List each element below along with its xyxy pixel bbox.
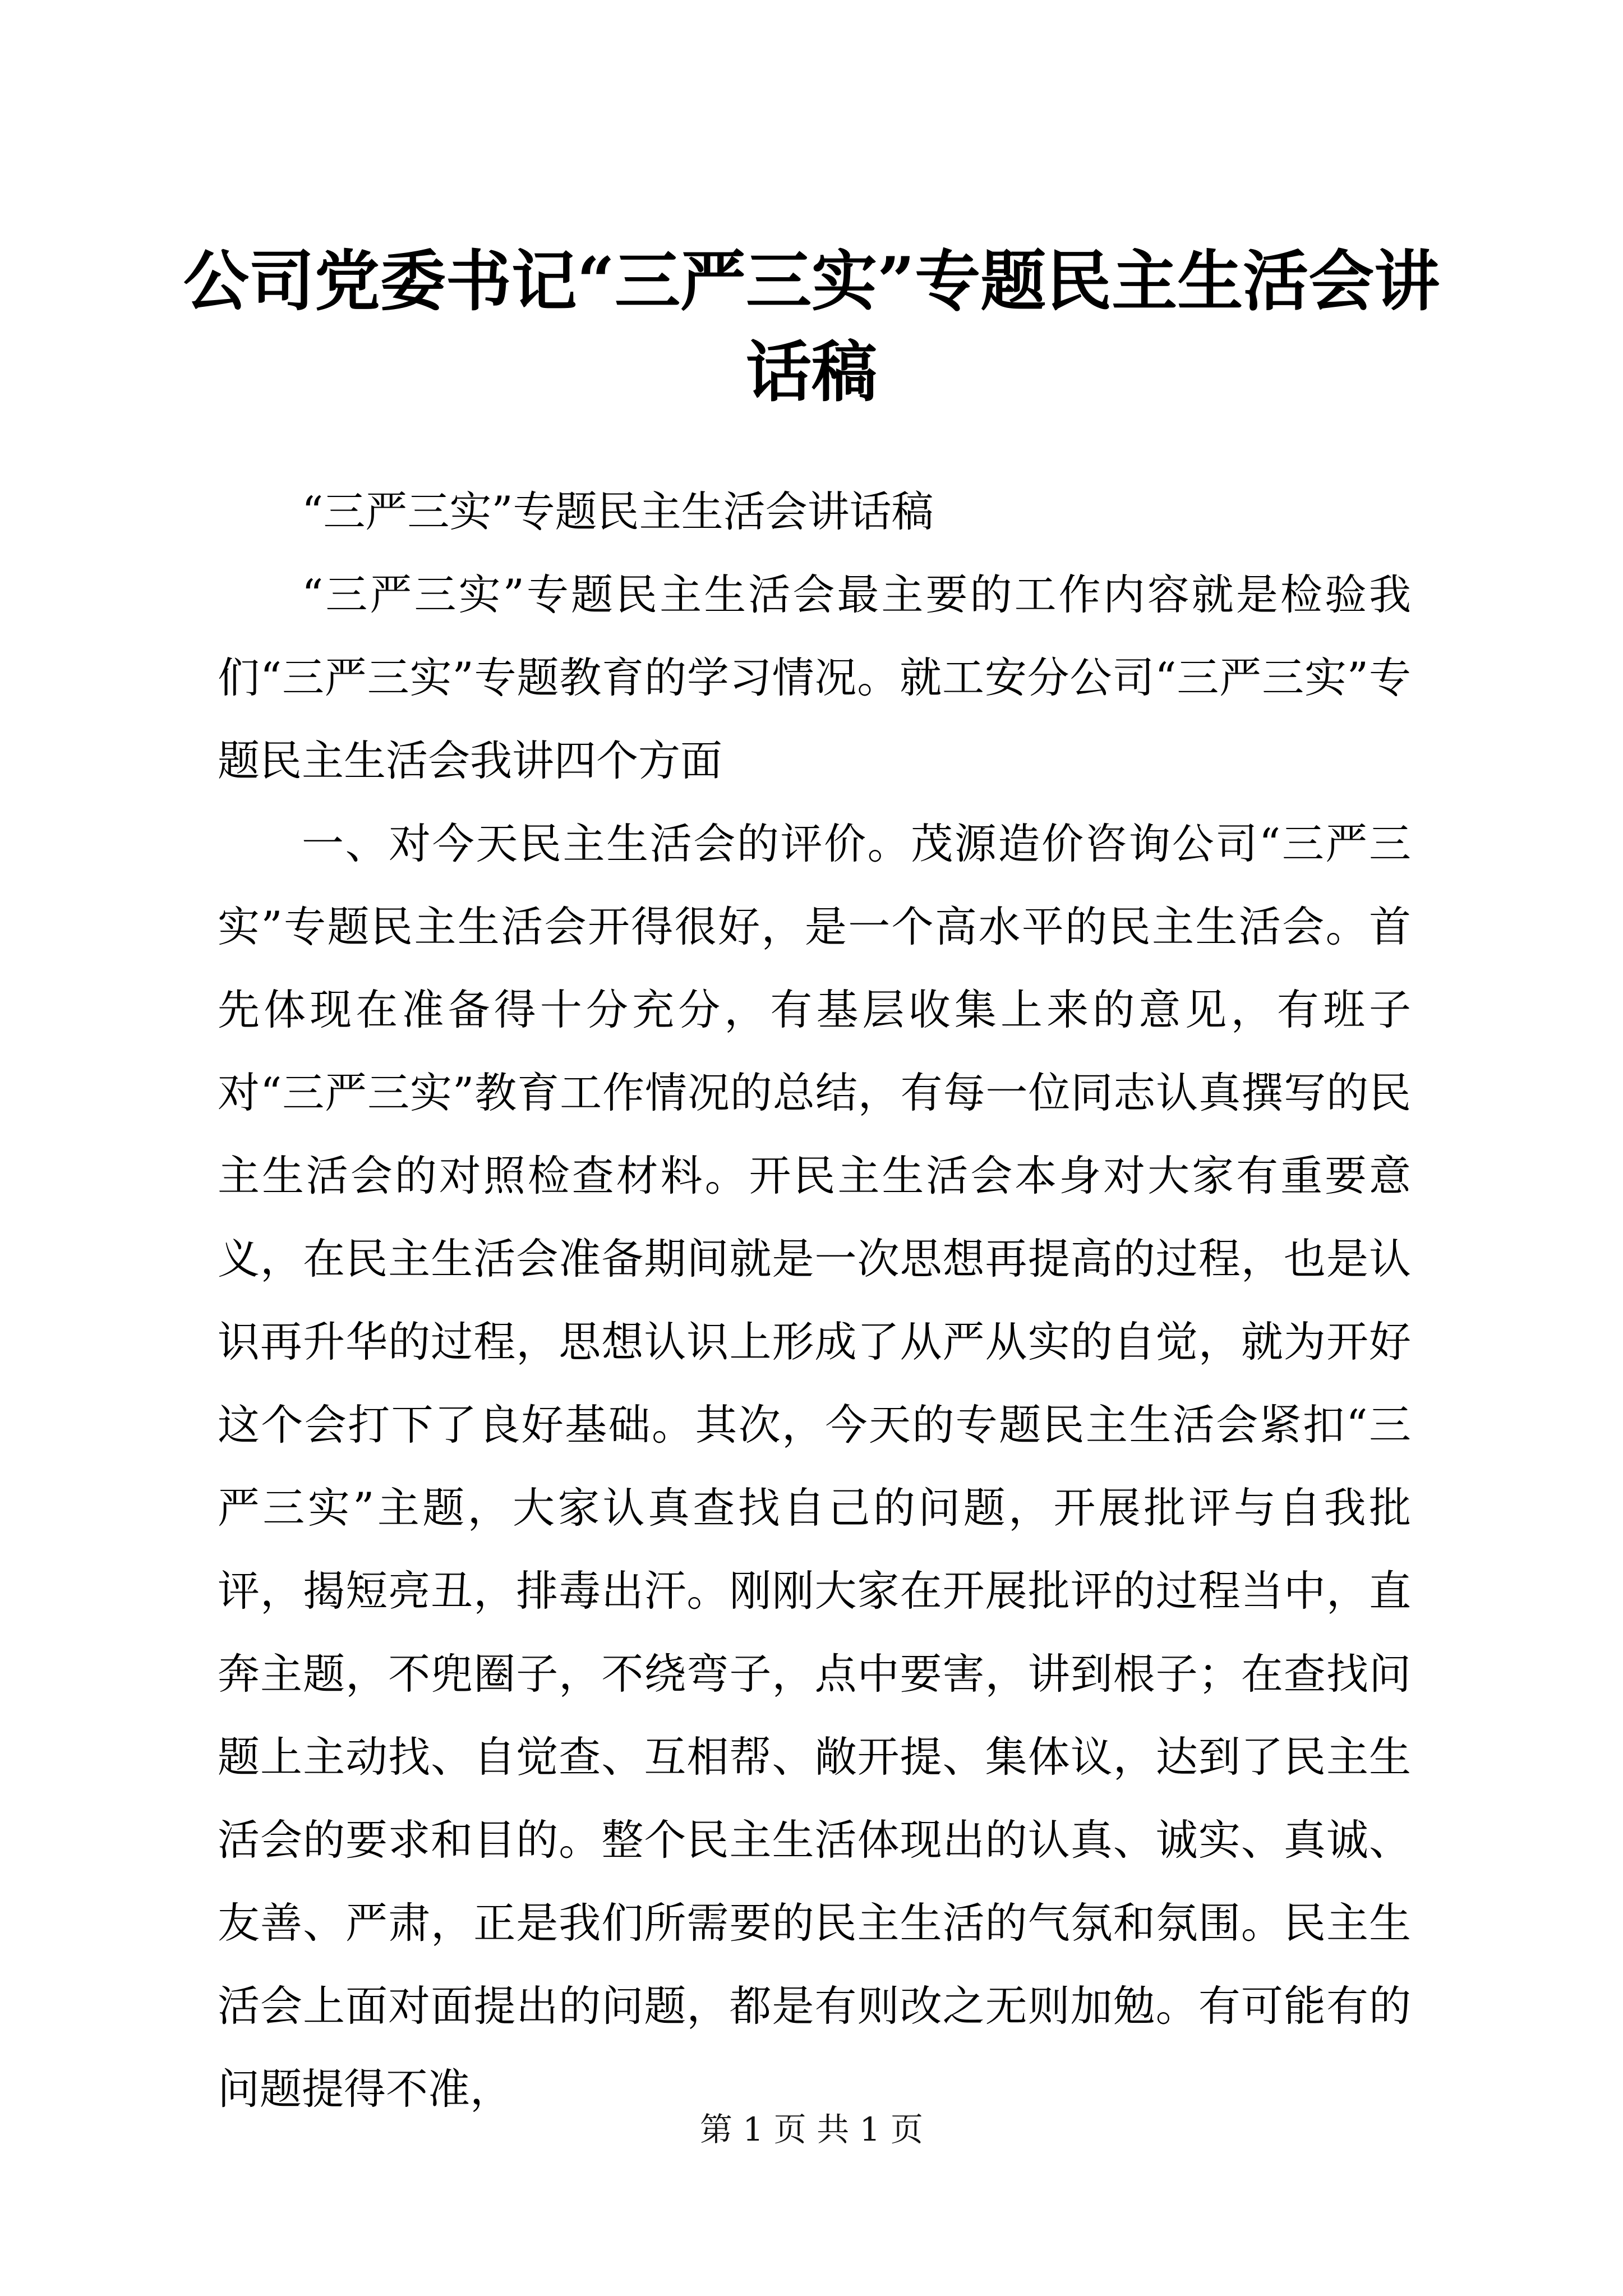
intro-paragraph: “三严三实”专题民主生活会最主要的工作内容就是检验我们“三严三实”专题教育的学习情况。就工安分公司“三严三实”专题民主生活会我讲四个方面 xyxy=(218,570,1411,785)
section-one-paragraph: 一、对今天民主生活会的评价。茂源造价咨询公司“三严三实”专题民主生活会开得很好，是一个高水平的民主生活会。首先体现在准备得十分充分，有基层收集上来的意见，有班子对“三严三实”教育工作情况的总结，有每一位同志认真撰写的民主生活会的对照检查材料。开民主生活会本身对大家有重要意义，在民主生活会准备期间就是一次思想再提高的过程，也是认识再升华的过程，思想认识上形成了从严从实的自觉，就为开好这个会打下了良好基础。其次，今天的专题民主生活会紧扣“三严三实”主题，大家认真查找自己的问题，开展批评与自我批评，揭短亮丑，排毒出汗。刚刚大家在开展批评的过程当中，直奔主题，不兜圈子，不绕弯子，点中要害，讲到根子；在查找问题上主动找、自觉查、互相帮、敞开提、集体议，达到了民主生活会的要求和目的。整个民主生活体现出的认真、诚实、真诚、友善、严肃，正是我们所需要的民主生活的气氛和氛围。民主生活会上面对面提出的问题，都是有则改之无则加勉。有可能有的问题提得不准， xyxy=(218,819,1411,2114)
document-title: 公司党委书记“三严三实”专题民主生活会讲话稿 xyxy=(183,242,1440,411)
subtitle-paragraph: “三严三实”专题民主生活会讲话稿 xyxy=(302,487,934,536)
document-body xyxy=(218,470,1411,2131)
page-footer: 第 1 页 共 1 页 xyxy=(700,2110,923,2148)
